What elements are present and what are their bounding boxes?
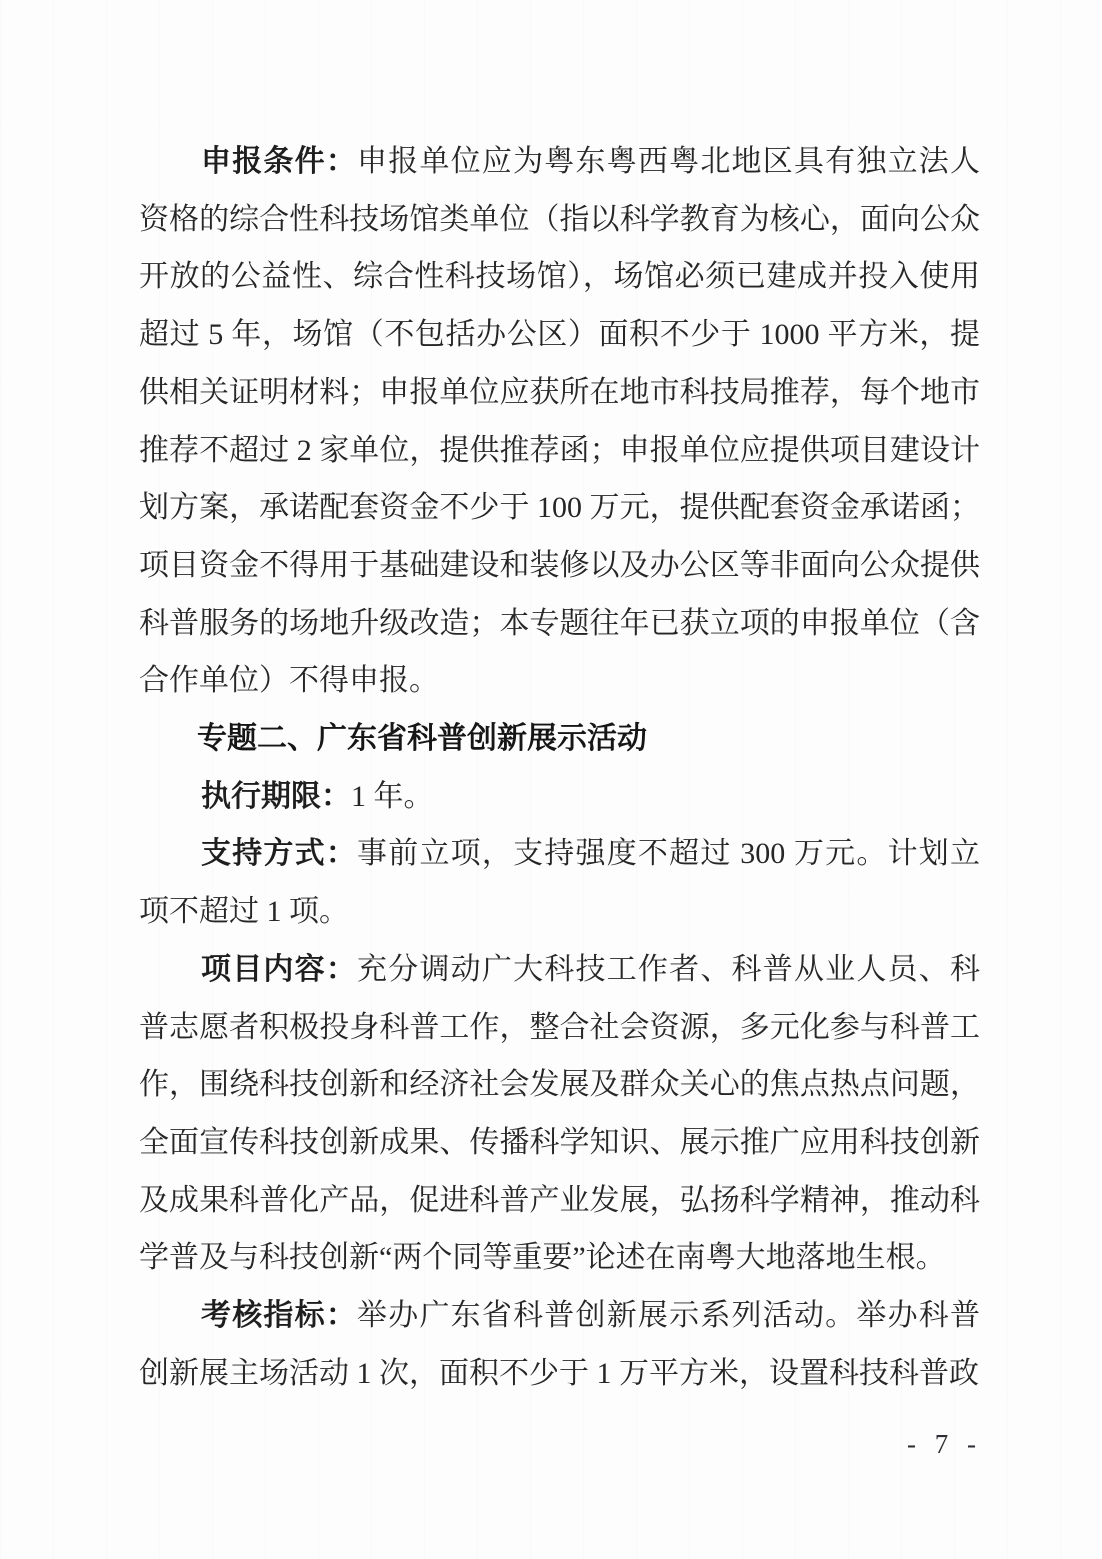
paragraph-assessment-indicators xyxy=(139,1287,980,1402)
project-content-label: 项目内容： xyxy=(201,952,358,986)
execution-period-text: 1 年。 xyxy=(351,779,434,813)
paragraph-application-conditions xyxy=(139,133,980,710)
document-body xyxy=(139,133,980,1402)
page-number: - 7 - xyxy=(907,1429,982,1459)
application-conditions-label: 申报条件： xyxy=(201,145,358,178)
project-content-text: 充分调动广大科技工作者、科普从业人员、科普志愿者积极投身科普工作，整合社会资源，多元化参与科普工作，围绕科技创新和经济社会发展及群众关心的焦点热点问题，全面宣传科技创新成果、传播科学知识、展示推广应用科技创新及成果科普化产品，促进科普产业发展，弘扬科学精神，推动科学普及与科技创新“两个同等重要”论述在南粤大地落地生根。 xyxy=(139,952,981,1275)
support-method-label: 支持方式： xyxy=(201,837,358,871)
paragraph-project-content xyxy=(139,941,980,1287)
section-heading-topic-2: 专题二、广东省科普创新展示活动 xyxy=(197,722,647,756)
assessment-indicators-label: 考核指标： xyxy=(201,1299,358,1333)
execution-period-label: 执行期限： xyxy=(201,779,351,813)
paragraph-execution-period xyxy=(139,768,980,826)
application-conditions-text: 申报单位应为粤东粤西粤北地区具有独立法人资格的综合性科技场馆类单位（指以科学教育为核心，面向公众开放的公益性、综合性科技场馆），场馆必须已建成并投入使用超过 5 年，场馆（不包括办公区）面积不少于 1000 平方米，提供相关证明材料；申报单位应获所在地市科技局推荐，每个地市推荐不超过 2 家单位，提供推荐函；申报单位应提供项目建设计划方案，承诺配套资金不少于 100 万元，提供配套资金承诺函；项目资金不得用于基础建设和装修以及办公区等非面向公众提供科普服务的场地升级改造；本专题往年已获立项的申报单位（含合作单位）不得申报。 xyxy=(139,145,981,698)
support-method-text: 事前立项，支持强度不超过 300 万元。计划立项不超过 1 项。 xyxy=(139,837,981,929)
paragraph-support-method xyxy=(139,825,980,940)
assessment-indicators-text: 举办广东省科普创新展示系列活动。举办科普创新展主场活动 1 次，面积不少于 1 万平方米，设置科技科普政 xyxy=(139,1299,981,1390)
